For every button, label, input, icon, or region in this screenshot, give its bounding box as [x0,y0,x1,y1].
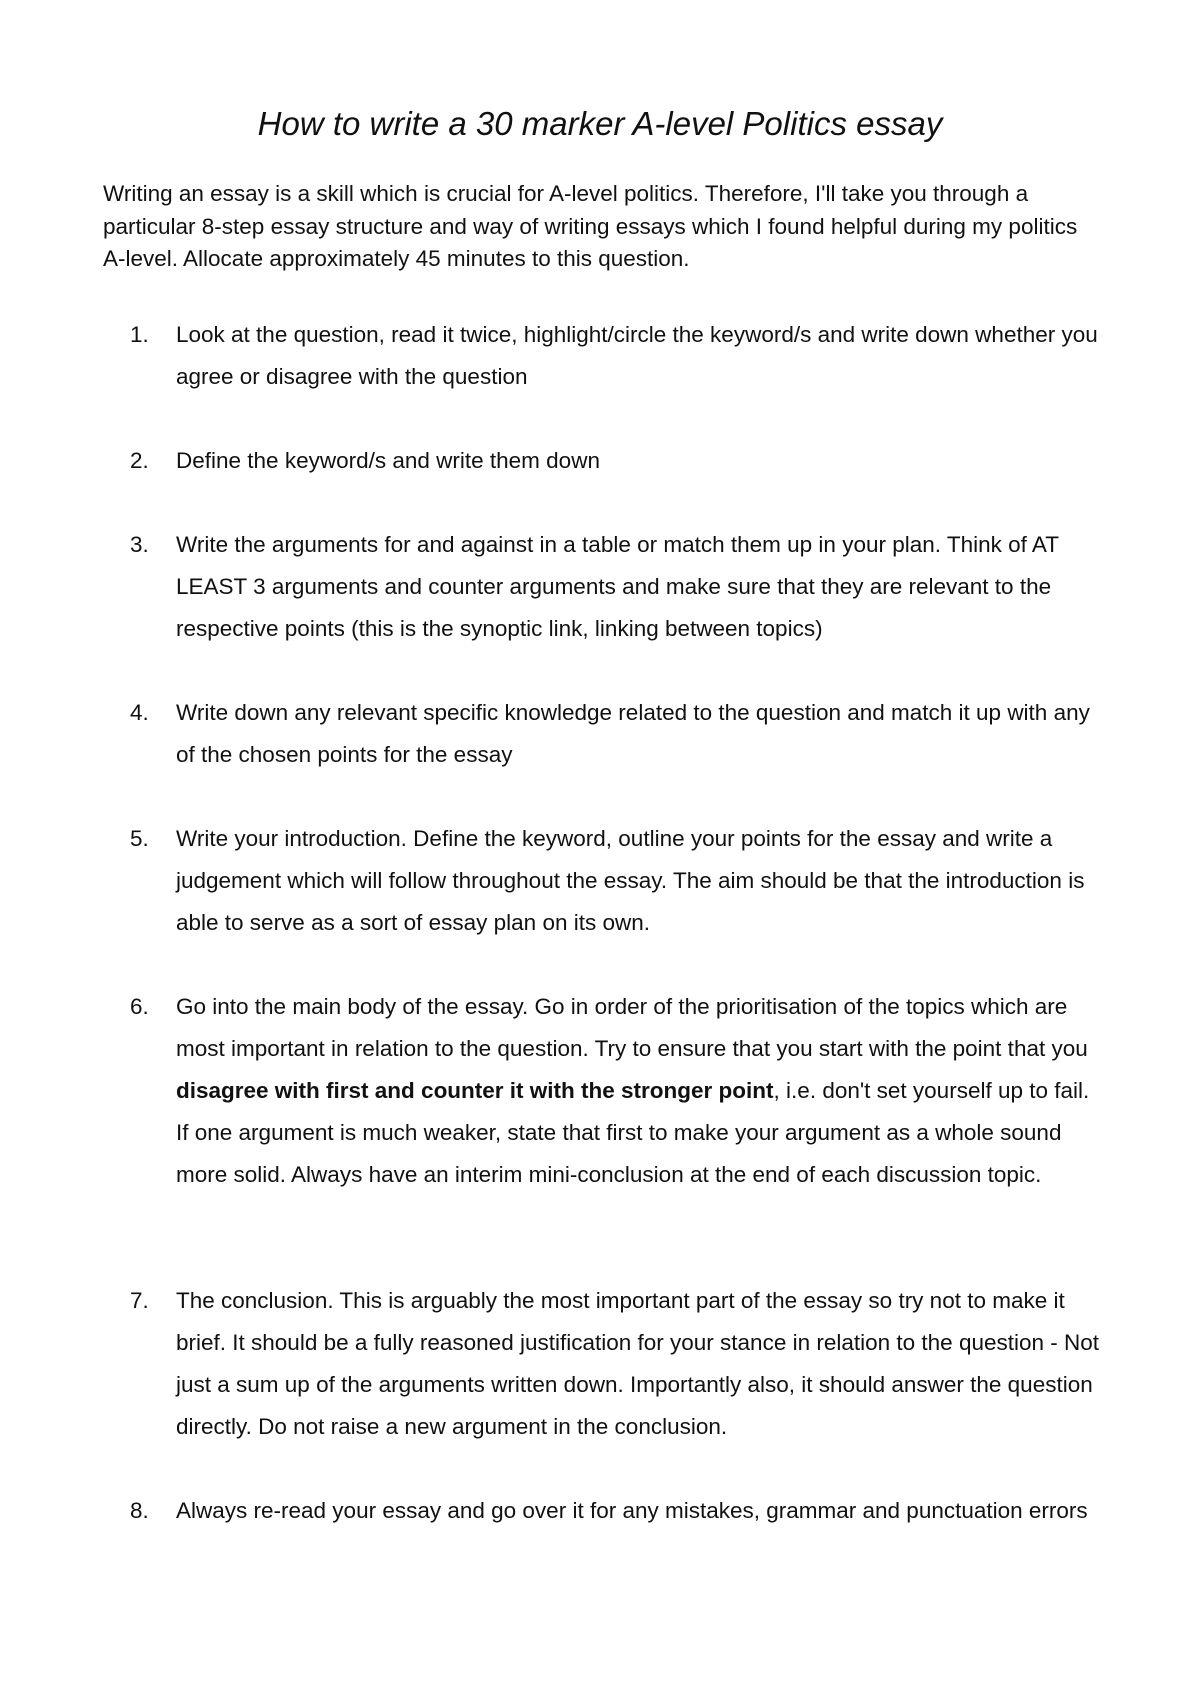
step-text-bold: disagree with first and counter it with the stronger point [176,1078,774,1103]
step-number: 1. [130,322,149,347]
step-number: 2. [130,448,149,473]
step-number: 5. [130,826,149,851]
document-title: How to write a 30 marker A-level Politics essay [257,105,943,142]
step-text-before: Go into the main body of the essay. Go in order of the prioritisation of the topics which are most important in relation to the question. Try to ensure that you start with the point that you [176,994,1088,1061]
step-number: 8. [130,1498,149,1523]
step-number: 3. [130,532,149,557]
step-text: Write your introduction. Define the keyword, outline your points for the essay and write a judgement which will follow throughout the essay. The aim should be that the introduction is able to serve as a sort of essay plan on its own. [176,826,1085,935]
step-text: The conclusion. This is arguably the most important part of the essay so try not to make it brief. It should be a fully reasoned justification for your stance in relation to the question - Not just a sum up of the arguments written down. Importantly also, it should answer the question directly. Do not raise a new argument in the conclusion. [176,1288,1100,1439]
step-text: Always re-read your essay and go over it for any mistakes, grammar and punctuation errors [176,1498,1088,1523]
step-number: 6. [130,994,149,1019]
step-text: Write the arguments for and against in a table or match them up in your plan. Think of AT LEAST 3 arguments and counter arguments and make sure that they are relevant to the respective points (this is the synoptic link, linking between topics) [176,532,1059,641]
intro-paragraph: Writing an essay is a skill which is crucial for A-level politics. Therefore, I'll take you through a particular 8-step essay structure and way of writing essays which I found helpful during my politics A-level. Allocate approximately 45 minutes to this question. [103,181,1078,271]
step-text [176,986,1106,1196]
step-number: 4. [130,700,149,725]
step-text: Write down any relevant specific knowledge related to the question and match it up with any of the chosen points for the essay [176,700,1090,767]
step-text-after: , i.e. don't set yourself up to fail. If one argument is much weaker, state that first to make your argument as a whole sound more solid. Always have an interim mini-conclusion at the end of each discussion topic. [176,1078,1090,1187]
step-text: Define the keyword/s and write them down [176,448,600,473]
step-text: Look at the question, read it twice, highlight/circle the keyword/s and write down whether you agree or disagree with the question [176,322,1098,389]
step-number: 7. [130,1288,149,1313]
